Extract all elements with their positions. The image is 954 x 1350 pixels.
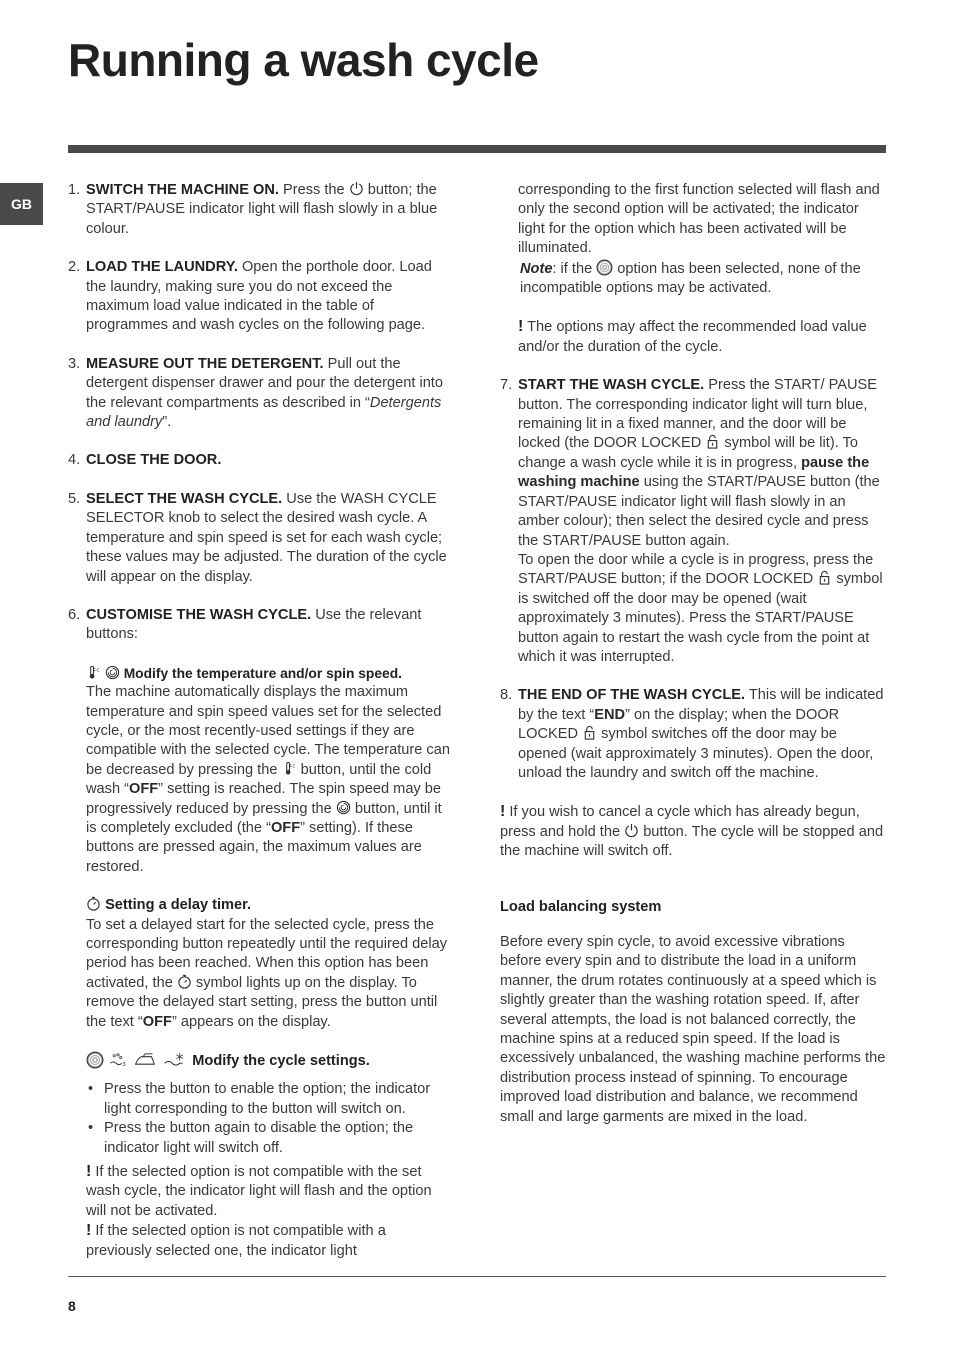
thermometer-icon: [86, 665, 101, 680]
step-1: 1. SWITCH THE MACHINE ON. Press the button; the START/PAUSE indicator light will flash slowly in a blue colour.: [68, 182, 438, 237]
warning-icon: !: [86, 1222, 92, 1240]
page-title: Running a wash cycle: [68, 34, 539, 86]
load-balancing-heading: Load balancing system: [500, 898, 662, 915]
load-balancing-text: Before every spin cycle, to avoid excessive vibrations before every spin and to distribute the load in a uniform manner, the drum rotates continuously at a speed which is slightly greater than the washing rotation speed. If, after several attempts, the load is not balanced correctly, the machine spins at a reduced spin speed. If the load is excessively unbalanced, the washing machine performs the distribution process instead of spinning. To encourage improved load distribution and balance, we recommend small and large garments are mixed in the load.: [500, 934, 886, 1125]
timer-icon: [177, 974, 192, 989]
spin-icon: [105, 665, 120, 680]
step-2-title: LOAD THE LAUNDRY.: [86, 259, 238, 276]
temperature-spin-section: Modify the temperature and/or spin speed. The machine automatically displays the maximum temperature and spin speed values set for the selected cycle, or the most recently-used settings if they are compatible with the selected cycle. The temperature can be decreased by pressing the button, until the cold wash “OFF” setting is reached. The spin speed may be progressively reduced by pressing the button, until it is completely excluded (the “OFF” setting). If these buttons are pressed again, the maximum values are restored.: [86, 665, 450, 875]
left-column: [68, 181, 453, 1261]
step-8-title: THE END OF THE WASH CYCLE.: [518, 687, 746, 704]
lock-icon: [705, 434, 720, 449]
list-item: • Press the button to enable the option; the indicator light corresponding to the button will switch on.: [88, 1081, 431, 1117]
intensive-wash-icon: [86, 1051, 104, 1069]
step-3-title: MEASURE OUT THE DETERGENT.: [86, 355, 324, 372]
warning-icon: !: [518, 318, 524, 336]
step-4: 4. CLOSE THE DOOR.: [68, 452, 222, 469]
cold-wash-icon: [162, 1052, 188, 1067]
easy-iron-icon: [132, 1052, 158, 1067]
warning-note: ! If the selected option is not compatible with a previously selected one, the indicator light: [86, 1222, 386, 1259]
cycle-settings-section: Modify the cycle settings.: [68, 1051, 453, 1071]
delay-timer-section: Setting a delay timer. To set a delayed start for the selected cycle, press the corresponding button repeatedly until the required delay period has been reached. When this option has been activated, the symbol lights up on the display. To remove the delayed start setting, press the button until the text “OFF” appears on the display.: [86, 897, 448, 1030]
right-column: [500, 181, 886, 1127]
step-5: 5. SELECT THE WASH CYCLE. Use the WASH CYCLE SELECTOR knob to select the desired wash cycle. A temperature and spin speed is set for each wash cycle; these values may be adjusted. The duration of the cycle will appear on the display.: [68, 490, 447, 585]
step-6-title: CUSTOMISE THE WASH CYCLE.: [86, 606, 312, 623]
cancel-cycle-note: ! If you wish to cancel a cycle which has already begun, press and hold the button. The cycle will be stopped and the machine will switch off.: [500, 803, 884, 860]
page-number: 8: [68, 1298, 76, 1314]
step-7-title: START THE WASH CYCLE.: [518, 377, 705, 394]
step-5-title: SELECT THE WASH CYCLE.: [86, 490, 283, 507]
warning-icon: !: [86, 1163, 92, 1181]
step-4-title: CLOSE THE DOOR.: [86, 452, 222, 469]
lock-icon: [817, 570, 832, 585]
spin-icon: [336, 800, 351, 815]
note: Note: if the option has been selected, none of the incompatible options may be activated.: [520, 260, 861, 297]
thermometer-icon: [282, 761, 297, 776]
step-2: 2. LOAD THE LAUNDRY. Open the porthole door. Load the laundry, making sure you do not exceed the maximum load value indicated in the table of programmes and wash cycles on the following page.: [68, 259, 432, 334]
step-8: 8. THE END OF THE WASH CYCLE. This will be indicated by the text “END” on the display; when the DOOR LOCKED symbol switches off the door may be opened (wait approximately 3 minutes). Open the door, unload the laundry and switch off the machine.: [500, 687, 884, 781]
language-tab: GB: [0, 183, 43, 225]
step-7: 7. START THE WASH CYCLE. Press the START/ PAUSE button. The corresponding indicator light will turn blue, remaining lit in a fixed manner, and the door will be locked (the DOOR LOCKED symbol will be lit). To change a wash cycle while it is in progress, pause the washing machine using the START/PAUSE button (the START/PAUSE indicator light will flash slowly in an amber colour); then select the desired cycle and press the START/PAUSE button again. To open the door while a cycle is in progress, press the START/PAUSE button; if the DOOR LOCKED symbol is switched off the door may be opened (wait approximately 3 minutes). Press the START/PAUSE button again to restart the wash cycle from the point at which it was interrupted.: [500, 377, 883, 665]
step-6: 6. CUSTOMISE THE WASH CYCLE. Use the relevant buttons:: [68, 606, 422, 643]
title-divider: [68, 145, 886, 153]
extra-rinse-icon: [108, 1052, 128, 1067]
footer-divider: [68, 1276, 886, 1277]
lock-icon: [582, 725, 597, 740]
warning-icon: !: [500, 803, 506, 821]
timer-icon: [86, 896, 101, 911]
power-icon: [349, 181, 364, 196]
step-6-continued: corresponding to the first function selected will flash and only the second option will be activated; the indicator light for the option which has been activated will be illuminated.: [518, 182, 880, 257]
power-icon: [624, 823, 639, 838]
warning-note: ! If the selected option is not compatible with the set wash cycle, the indicator light will flash and the option will not be activated.: [86, 1163, 432, 1219]
step-1-title: SWITCH THE MACHINE ON.: [86, 182, 279, 198]
warning-note: ! The options may affect the recommended load value and/or the duration of the cycle.: [518, 318, 867, 355]
step-3: 3. MEASURE OUT THE DETERGENT. Pull out the detergent dispenser drawer and pour the detergent into the relevant compartments as described in “Detergents and laundry”.: [68, 355, 443, 431]
list-item: • Press the button again to disable the option; the indicator light will switch off.: [88, 1120, 414, 1156]
intensive-wash-icon: [596, 259, 613, 276]
